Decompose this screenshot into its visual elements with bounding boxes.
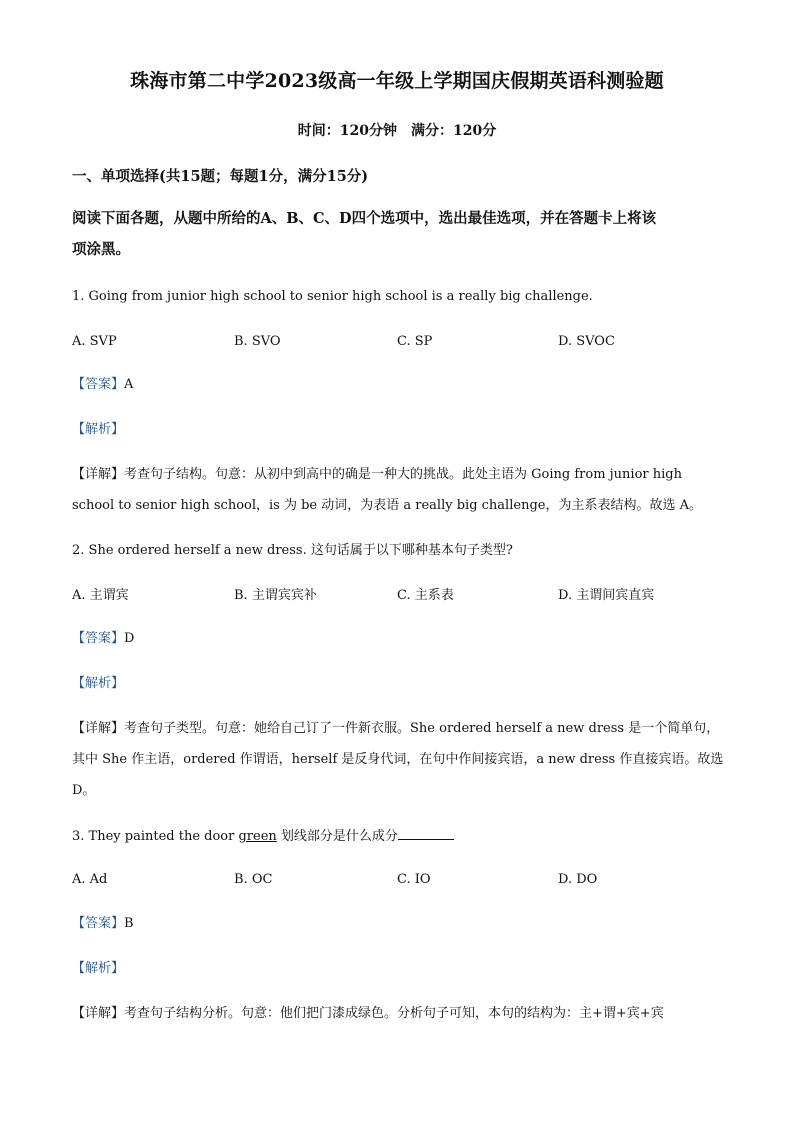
q2-option-a: A. 主谓宾: [72, 588, 129, 603]
q3-analysis-label: 【解析】: [72, 961, 125, 976]
q3-stem-after: 划线部分是什么成分: [276, 829, 398, 844]
q2-detail-cont: 其中 She 作主语，ordered 作谓语，herself 是反身代词，在句中作间接宾语，a new dress 作直接宾语。故选: [72, 752, 724, 767]
q3-answer: [72, 915, 134, 933]
q2-option-c: C. 主系表: [397, 588, 454, 603]
q2-option-d: D. 主谓间宾直宾: [558, 588, 655, 603]
q1-detail: [72, 466, 682, 484]
detail-label: 【详解】: [72, 721, 125, 736]
question-1-stem: 1. Going from junior high school to senior high school is a really big challenge.: [72, 289, 593, 304]
answer-blank: [398, 827, 454, 840]
q3-option-a: A. Ad: [72, 872, 108, 887]
q1-answer: [72, 376, 133, 394]
detail-label: 【详解】: [72, 1006, 125, 1021]
q2-detail-text: 考查句子类型。句意：她给自己订了一件新衣服。She ordered herself a new dress 是一个简单句，: [124, 721, 720, 736]
answer-label: 【答案】: [72, 916, 125, 931]
exam-title: 珠海市第二中学2023级高一年级上学期国庆假期英语科测验题: [130, 70, 664, 92]
q1-option-b: B. SVO: [234, 334, 281, 349]
q3-option-b: B. OC: [234, 872, 273, 887]
q2-answer-value: D: [124, 631, 135, 646]
q2-detail: [72, 720, 719, 738]
q2-answer: [72, 630, 134, 648]
q2-option-b: B. 主谓宾宾补: [234, 588, 317, 603]
q3-stem-underlined: green: [238, 829, 277, 844]
section-instruction: 阅读下面各题，从题中所给的A、B、C、D四个选项中，选出最佳选项，并在答题卡上将该: [72, 210, 657, 227]
detail-label: 【详解】: [72, 467, 125, 482]
q3-detail-text: 考查句子结构分析。句意：他们把门漆成绿色。分析句子可知，本句的结构为：主+谓+宾+宾: [124, 1006, 664, 1021]
q1-detail-cont: school to senior high school，is 为 be 动词，为表语 a really big challenge，为主系表结构。故选 A。: [72, 498, 702, 513]
q2-detail-cont-2: D。: [72, 783, 96, 798]
exam-time-info: 时间：120分钟 满分：120分: [297, 123, 497, 139]
answer-label: 【答案】: [72, 631, 125, 646]
q1-analysis-label: 【解析】: [72, 422, 125, 437]
q3-stem-before: 3. They painted the door: [72, 829, 239, 844]
question-2-stem: 2. She ordered herself a new dress. 这句话属于以下哪种基本句子类型?: [72, 543, 513, 558]
question-3-stem: [72, 827, 454, 846]
q3-detail: [72, 1005, 664, 1023]
q1-option-c: C. SP: [397, 334, 433, 349]
q1-answer-value: A: [124, 377, 134, 392]
q3-answer-value: B: [124, 916, 134, 931]
q1-option-d: D. SVOC: [558, 334, 615, 349]
answer-label: 【答案】: [72, 377, 125, 392]
q3-option-d: D. DO: [558, 872, 598, 887]
q1-option-a: A. SVP: [72, 334, 117, 349]
section-heading: 一、单项选择(共15题；每题1分，满分15分): [72, 168, 369, 185]
q2-analysis-label: 【解析】: [72, 676, 125, 691]
q3-option-c: C. IO: [397, 872, 431, 887]
section-instruction-cont: 项涂黑。: [72, 241, 130, 258]
q1-detail-text: 考查句子结构。句意：从初中到高中的确是一种大的挑战。此处主语为 Going from junior high: [124, 467, 682, 482]
